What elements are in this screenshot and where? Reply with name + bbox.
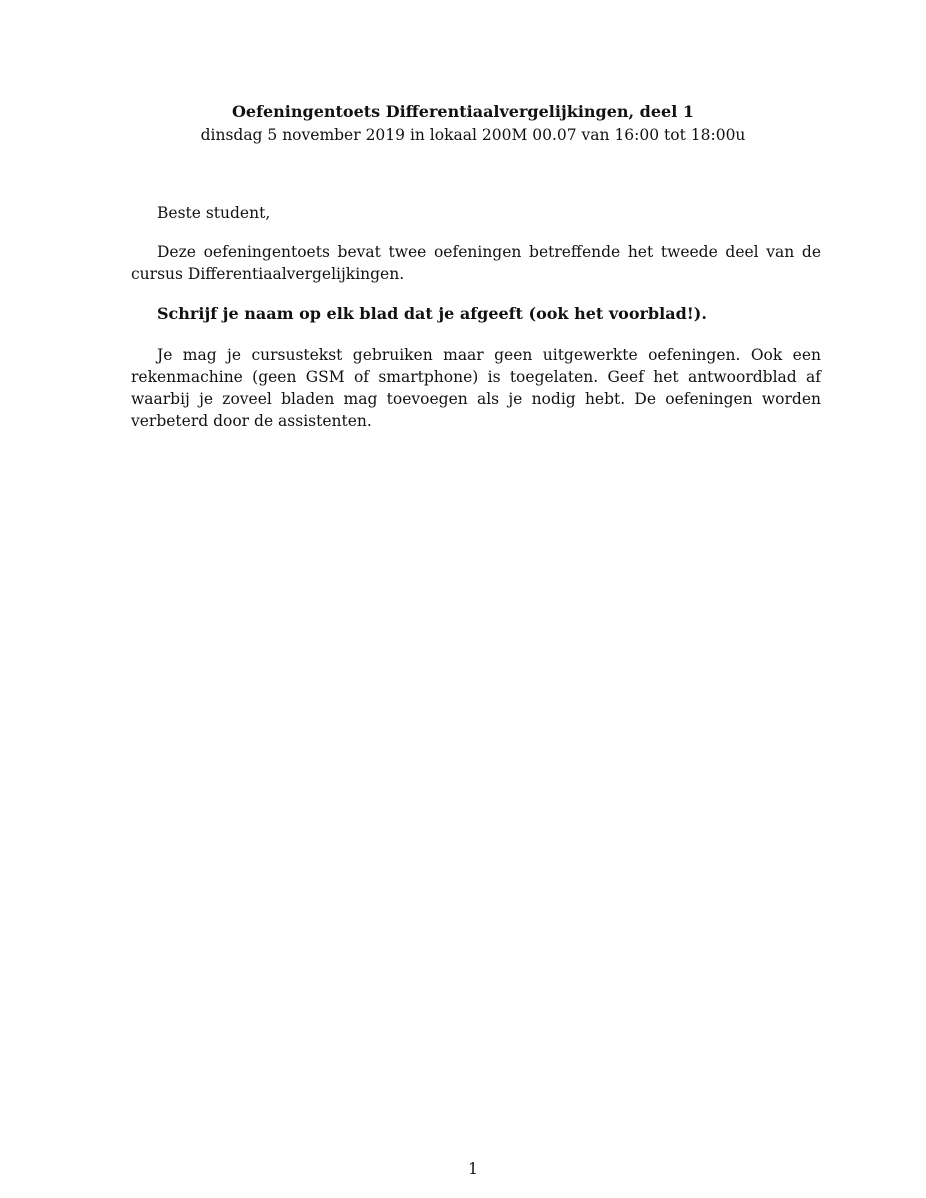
- document-subtitle: dinsdag 5 november 2019 in lokaal 200M 00.07 van 16:00 tot 18:00u: [200, 126, 746, 144]
- instruction-paragraph: Schrijf je naam op elk blad dat je afgeeft (ook het voorblad!).: [157, 304, 707, 323]
- page-number: 1: [468, 1160, 478, 1178]
- rules-paragraph: Je mag je cursustekst gebruiken maar geen uitgewerkte oefeningen. Ook een rekenmachine (geen GSM of smartphone) is toegelaten. Geef het antwoordblad af waarbij je zoveel bladen mag toevoegen als je nodig hebt. De oefeningen worden verbeterd door de assistenten.: [131, 346, 821, 430]
- greeting-paragraph: Beste student,: [157, 204, 271, 222]
- intro-paragraph: Deze oefeningentoets bevat twee oefeningen betreffende het tweede deel van de cursus Differentiaalvergelijkingen.: [131, 243, 821, 283]
- document-title: Oefeningentoets Differentiaalvergelijkingen, deel 1: [231, 102, 694, 121]
